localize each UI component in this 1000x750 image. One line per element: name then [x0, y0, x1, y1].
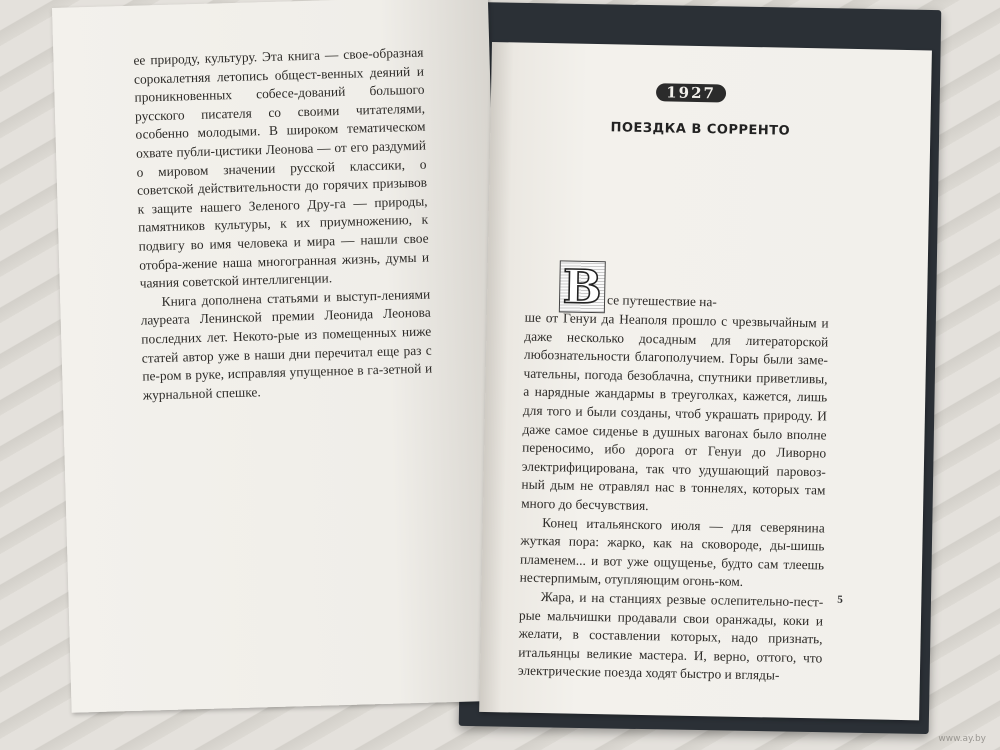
drop-cap-letter: В: [562, 259, 603, 315]
right-page: [479, 42, 932, 720]
right-paragraph: Жара, и на станциях резвые ослепительно-пест-рые мальчишки продавали свои оранжады, коки и желати, в составлении которых, надо признать, итальянцы великие мастера. И, верно, оттого, что электрические поезда ходят быстро и вгляды-: [517, 588, 824, 683]
page-number: 5: [837, 593, 843, 606]
left-paragraph: Книга дополнена статьями и выступ-лениями лауреата Ленинской премии Леонида Леонова последних лет. Некото-рые из помещенных ниже статей автор уже в наши дни перечитал еще раз с пе-ром в руке, исправляя упущенное в га-зетной и журнальной спешке.: [140, 286, 433, 403]
right-paragraph: Конец итальянского июля — для северянина жуткая пора: жарко, как на сковороде, ды-шишь пламенем... и вот уже ощущенье, будто сам тлеешь нестерпимым, отупляющим огонь-ком.: [519, 514, 825, 590]
watermark: www.ay.by: [938, 734, 986, 744]
right-paragraph: ше от Генуи да Неаполя прошло с чрезвычайным и даже несколько досадным для литераторской любознательности благополучием. Горы были заме-чательны, погода безоблачна, спутники приветливы, а нарядные жандармы в треуголках, кажется, лишь для того и были созданы, чтоб украшать природу. И даже самое сиденье в душных вагонах было вполне переносимо, ибо дорога от Генуи до Ливорно электрифицирована, так что удушающий паровоз-ный дым не отравлял нас в тоннелях, которых там много до бесчувствия.: [521, 309, 829, 514]
year-badge: 1927: [656, 83, 726, 102]
chapter-title: ПОЕЗДКА В СОРРЕНТО: [610, 120, 791, 139]
left-page: [52, 0, 508, 713]
first-line: се путешествие на-: [606, 292, 717, 310]
left-page-text: [133, 44, 433, 405]
drop-cap: [559, 260, 606, 313]
right-page-text: [518, 309, 829, 687]
left-paragraph: ее природу, культуру. Эта книга — свое-образная сорокалетняя летопись общест-венных деяний и проникновенных собесе-дований большого русского писателя со своими читателями, особенно молодыми. В широком тематическом охвате публи-цистики Леонова — от его раздумий о мировом значении русской классики, о советской действительности до горячих призывов к защите нашего Зеленого Дру-га — природы, памятников культуры, к их приумножению, к подвигу во имя человека и мира — нашли свое отобра-жение наша многогранная жизнь, думы и чаяния советской интеллигенции.: [133, 44, 430, 291]
